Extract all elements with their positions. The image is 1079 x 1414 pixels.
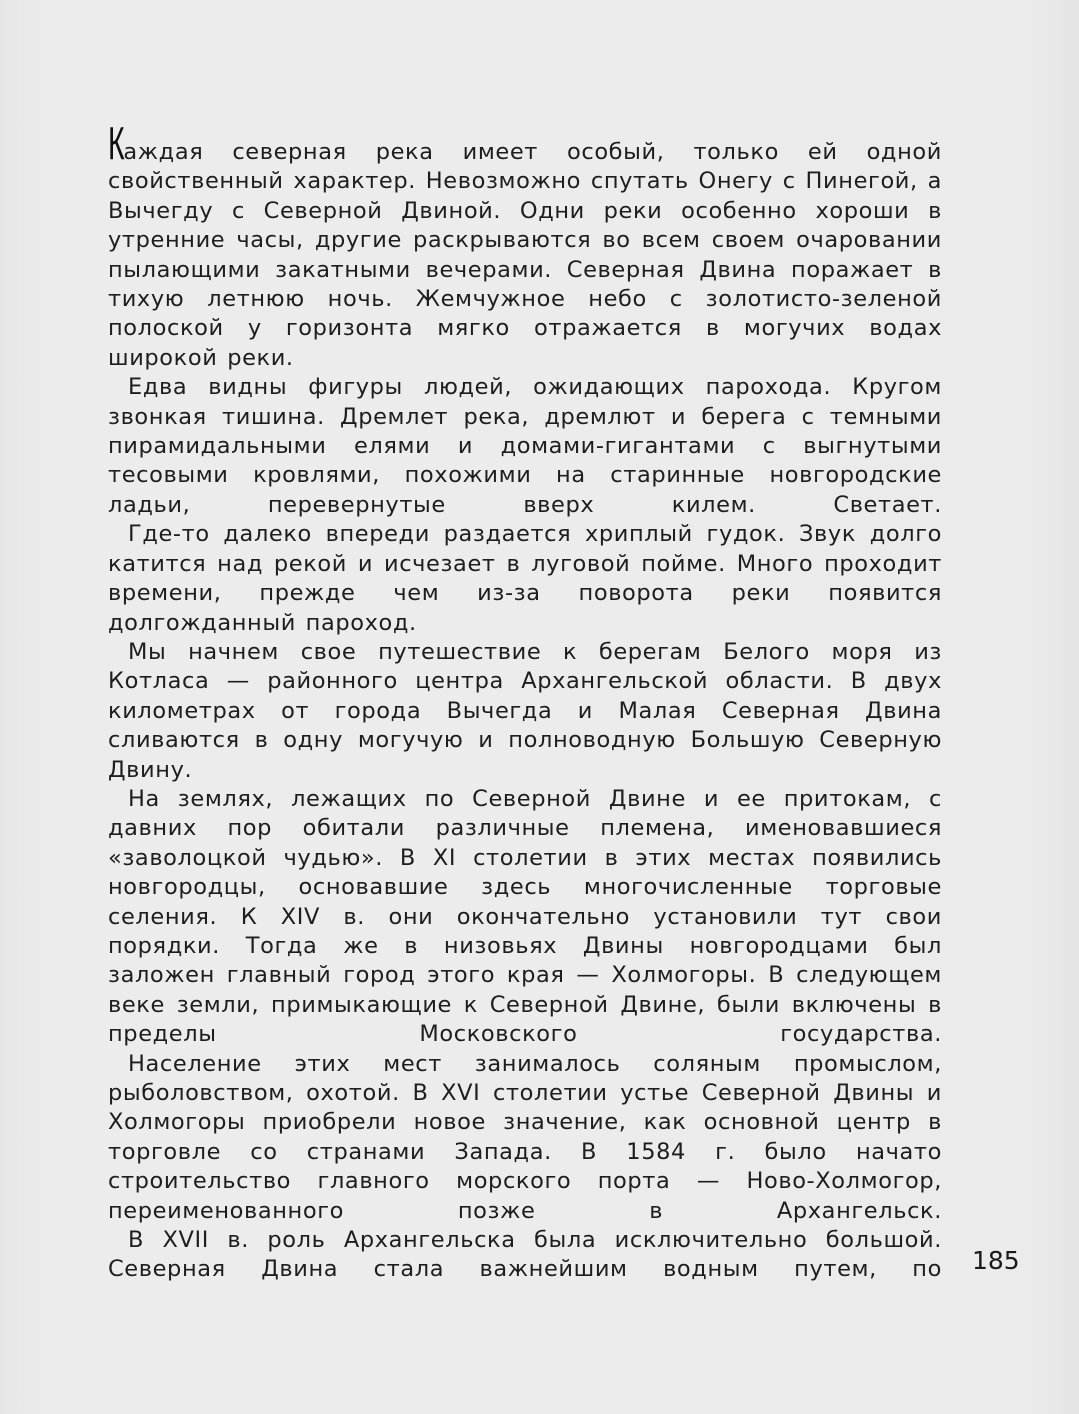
drop-cap: К [108,117,125,169]
paragraph-7: В XVII в. роль Архангельска была исключительно большой. Северная Двина стала важнейшим водным путем, по [108,1227,942,1283]
page-number: 185 [972,1246,1020,1275]
paragraph-4: Мы начнем свое путешествие к берегам Белого моря из Котласа — районного центра Архангельской области. В двух километрах от города Вычегда и Малая Северная Двина сливаются в одну могучую и полноводную Большую Северную Двину. [108,638,942,783]
paragraph-2: Едва видны фигуры людей, ожидающих парохода. Кругом звонкая тишина. Дремлет река, дремлют и берега с темными пирамидальными елями и домами-гигантами с выгнутыми тесовыми кровлями, похожими на старинные новгородские ладьи, перевернутые вверх килем. Светает. [108,374,942,518]
paragraph-3: Где-то далеко впереди раздается хриплый гудок. Звук долго катится над рекой и исчезает в луговой пойме. Много проходит времени, прежде чем из-за поворота реки появится долгожданный пароход. [108,521,942,636]
paragraph-5: На землях, лежащих по Северной Двине и ее притокам, с давних пор обитали различные племена, именовавшиеся «заволоцкой чудью». В XI столетии в этих местах появились новгородцы, основавшие здесь многочисленные торговые селения. К XIV в. они окончательно установили тут свои порядки. Тогда же в низовьях Двины новгородцами был заложен главный город этого края — Холмогоры. В следующем веке земли, примыкающие к Северной Двине, были включены в пределы Московского государства. [108,785,942,1048]
paragraph-6: Население этих мест занималось соляным промыслом, рыболовством, охотой. В XVI столетии устье Северной Двины и Холмогоры приобрели новое значение, как основной центр в торговле со странами Запада. В 1584 г. было начато строительство главного морского порта — Ново-Холмогор, переименованного позже в Архангельск. [108,1050,942,1224]
paragraph-1-text: аждая северная река имеет особый, только ей одной свойственный характер. Невозможно спутать Онегу с Пинегой, а Вычегду с Северной Двиной. Одни реки особенно хороши в утренние часы, другие раскрываются во всем своем очаровании пылающими закатными вечерами. Северная Двина поражает в тихую летнюю ночь. Жемчужное небо с золотисто-зеленой полоской у горизонта мягко отражается в могучих водах широкой реки. [108,139,942,371]
body-text [108,117,942,1285]
paragraph-1 [108,117,942,373]
